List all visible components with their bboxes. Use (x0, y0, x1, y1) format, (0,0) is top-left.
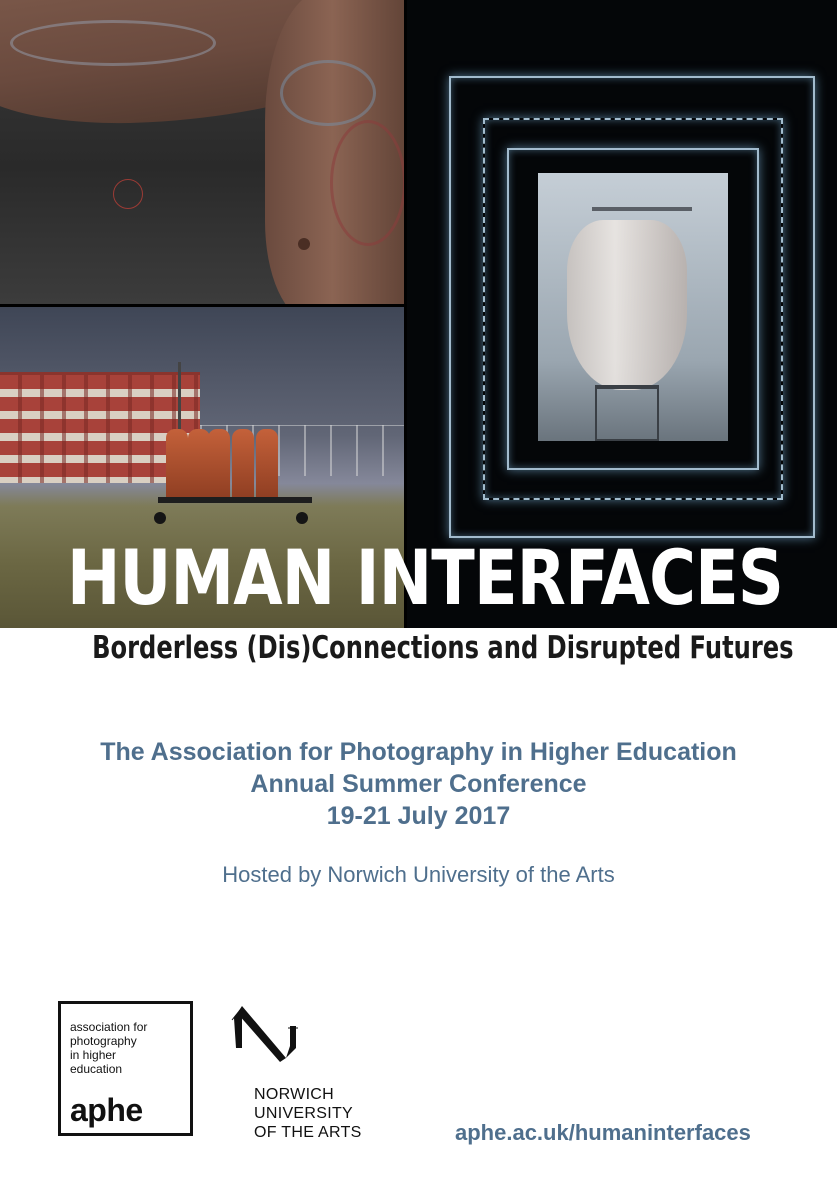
nua-n-icon (228, 1000, 308, 1080)
poster-subtitle: Borderless (Dis)Connections and Disrupted Futures (92, 630, 794, 666)
aphe-tagline: association for photography in higher education (70, 1020, 148, 1076)
event-dates: 19-21 July 2017 (326, 802, 511, 830)
conference-url[interactable]: aphe.ac.uk/humaninterfaces (455, 1120, 751, 1145)
conference-info (0, 736, 837, 832)
host-line: Hosted by Norwich University of the Arts (222, 862, 615, 887)
organiser-name: The Association for Photography in Higher Education (100, 738, 737, 766)
poster-title: HUMAN INTERFACES (66, 533, 784, 622)
aphe-logo (58, 1001, 193, 1136)
nua-wordmark: NORWICH UNIVERSITY OF THE ARTS (254, 1086, 362, 1141)
nua-logo (228, 1000, 388, 1150)
event-name: Annual Summer Conference (250, 770, 587, 798)
aphe-wordmark: aphe (70, 1092, 143, 1128)
tattooed-torso-photo (0, 0, 404, 304)
